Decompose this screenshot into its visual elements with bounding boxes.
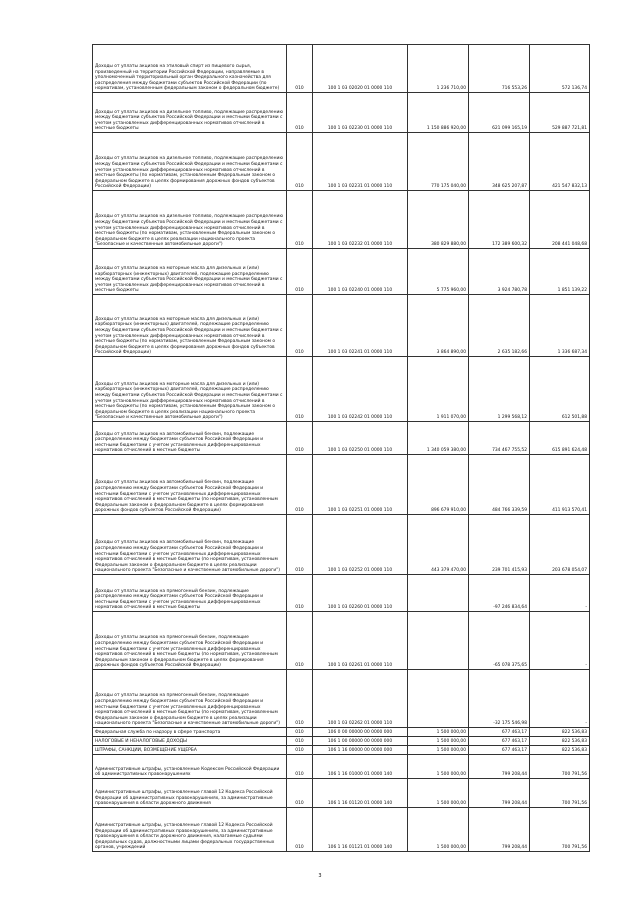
row-name: Административные штрафы, установленные главой 12 Кодекса Российской Федерации об административных правонарушениях, за административные правонарушения в области дорожного движения xyxy=(93,779,287,808)
row-line-code: 010 xyxy=(287,737,313,746)
revenue-table-body xyxy=(93,45,590,852)
row-name: Доходы от уплаты акцизов на моторные масла для дизельных и (или) карбюраторных (инжекторных) двигателей, подлежащие распределению между бюджетами субъектов Российской Федерации и местными бюджетами с учетом установленных дифференцированных нормативов отчислений в местные бюджеты xyxy=(93,249,287,295)
row-executed: 799 208,44 xyxy=(469,755,530,779)
row-remaining: 1 851 139,22 xyxy=(530,249,590,295)
row-name: Доходы от уплаты акцизов на прямогонный бензин, подлежащие распределению между бюджетами субъектов Российской Федерации и местными бюджетами с учетом установленных дифференцированных нормативов отчислений в местные бюджеты (по нормативам, установленным Федеральным законом о федеральном бюджете в целях формирования дорожных фондов субъектов Российской Федерации) xyxy=(93,612,287,670)
row-line-code: 010 xyxy=(287,755,313,779)
row-remaining: - xyxy=(530,612,590,670)
row-plan: 1 236 710,00 xyxy=(408,45,469,93)
row-remaining: 572 136,74 xyxy=(530,45,590,93)
table-row xyxy=(93,670,590,728)
table-row xyxy=(93,133,590,191)
row-budget-code: 100 1 03 02261 01 0000 110 xyxy=(313,612,408,670)
table-row xyxy=(93,295,590,357)
row-executed: -32 175 546,98 xyxy=(469,670,530,728)
row-plan: 1 500 000,00 xyxy=(408,746,469,755)
row-budget-code: 100 1 03 02262 01 0000 110 xyxy=(313,670,408,728)
row-budget-code: 100 1 03 02020 01 0000 110 xyxy=(313,45,408,93)
row-remaining: - xyxy=(530,670,590,728)
row-line-code: 010 xyxy=(287,612,313,670)
row-budget-code: 106 0 00 00000 00 0000 000 xyxy=(313,728,408,737)
row-line-code: 010 xyxy=(287,357,313,422)
row-remaining: 208 441 048,68 xyxy=(530,191,590,249)
row-plan: 1 500 000,00 xyxy=(408,737,469,746)
row-name: Доходы от уплаты акцизов на дизельное топливо, подлежащие распределению между бюджетами субъектов Российской Федерации и местными бюджетами с учетом установленных дифференцированных нормативов отчислений в местные бюджеты (по нормативам, установленным Федеральным законом о федеральном бюджете в целях реализации национального проекта "Безопасные и качественные автомобильные дороги") xyxy=(93,191,287,249)
row-executed: 2 635 182,66 xyxy=(469,295,530,357)
row-budget-code: 100 1 03 02242 01 0000 110 xyxy=(313,357,408,422)
row-remaining: 700 791,56 xyxy=(530,808,590,852)
row-budget-code: 106 1 16 01120 01 0000 140 xyxy=(313,779,408,808)
table-row xyxy=(93,191,590,249)
row-name: Доходы от уплаты акцизов на этиловый спирт из пищевого сырья, произведенный на территории Российской Федерации, направляемые в уполномоченный территориальный орган Федерального казначейства для распределения между бюджетами субъектов Российской Федерации (по нормативам, установленным федеральным законом о федеральном бюджете) xyxy=(93,45,287,93)
row-plan: 5 775 960,00 xyxy=(408,249,469,295)
revenue-table xyxy=(92,44,590,852)
row-executed: 621 099 165,19 xyxy=(469,93,530,133)
row-executed: -97 246 834,64 xyxy=(469,575,530,612)
row-executed: 484 766 339,59 xyxy=(469,455,530,515)
row-name: Доходы от уплаты акцизов на дизельное топливо, подлежащие распределению между бюджетами субъектов Российской Федерации и местными бюджетами с учетом установленных дифференцированных нормативов отчислений в местные бюджеты (по нормативам, установленным Федеральным законом о федеральном бюджете в целях формирования дорожных фондов субъектов Российской Федерации) xyxy=(93,133,287,191)
row-budget-code: 100 1 03 02231 01 0000 110 xyxy=(313,133,408,191)
row-line-code: 010 xyxy=(287,746,313,755)
row-plan xyxy=(408,612,469,670)
row-executed: 1 299 568,12 xyxy=(469,357,530,422)
row-executed: 799 208,44 xyxy=(469,808,530,852)
row-plan: 380 829 880,00 xyxy=(408,191,469,249)
table-row xyxy=(93,357,590,422)
row-executed: 734 467 755,52 xyxy=(469,422,530,455)
row-remaining: 700 791,56 xyxy=(530,755,590,779)
row-remaining: 822 536,83 xyxy=(530,737,590,746)
row-budget-code: 100 1 03 02252 01 0000 110 xyxy=(313,515,408,575)
row-line-code: 010 xyxy=(287,670,313,728)
row-remaining: 822 536,83 xyxy=(530,746,590,755)
row-line-code: 010 xyxy=(287,295,313,357)
table-row xyxy=(93,728,590,737)
row-name: Федеральная служба по надзору в сфере транспорта xyxy=(93,728,287,737)
row-executed: 716 553,26 xyxy=(469,45,530,93)
table-row xyxy=(93,737,590,746)
row-line-code: 010 xyxy=(287,93,313,133)
table-row xyxy=(93,249,590,295)
row-name: ШТРАФЫ, САНКЦИИ, ВОЗМЕЩЕНИЕ УЩЕРБА xyxy=(93,746,287,755)
row-remaining: 529 887 721,81 xyxy=(530,93,590,133)
table-row xyxy=(93,746,590,755)
row-plan: 1 500 000,00 xyxy=(408,755,469,779)
row-name: Доходы от уплаты акцизов на моторные масла для дизельных и (или) карбюраторных (инжекторных) двигателей, подлежащие распределению между бюджетами субъектов Российской Федерации и местными бюджетами с учетом установленных дифференцированных нормативов отчислений в местные бюджеты (по нормативам, установленным Федеральным законом о федеральном бюджете в целях реализации национального проекта "Безопасные и качественные автомобильные дороги") xyxy=(93,357,287,422)
row-plan: 896 679 910,00 xyxy=(408,455,469,515)
row-budget-code: 100 1 03 02241 01 0000 110 xyxy=(313,295,408,357)
table-row xyxy=(93,45,590,93)
row-remaining: 203 678 054,07 xyxy=(530,515,590,575)
row-line-code: 010 xyxy=(287,728,313,737)
row-plan xyxy=(408,670,469,728)
row-line-code: 010 xyxy=(287,808,313,852)
row-name: Административные штрафы, установленные главой 12 Кодекса Российской Федерации об административных правонарушениях, за административные правонарушения в области дорожного движения, налагаемые судьями федеральных судов, должностными лицами федеральных государственных органов, учреждений xyxy=(93,808,287,852)
table-row xyxy=(93,612,590,670)
row-plan: 770 175 040,00 xyxy=(408,133,469,191)
row-line-code: 010 xyxy=(287,455,313,515)
row-plan xyxy=(408,575,469,612)
row-budget-code: 106 1 16 00000 00 0000 000 xyxy=(313,746,408,755)
table-row xyxy=(93,755,590,779)
row-name: Доходы от уплаты акцизов на автомобильный бензин, подлежащие распределению между бюджетами субъектов Российской Федерации и местными бюджетами с учетом установленных дифференцированных нормативов отчислений в местные бюджеты (по нормативам, установленным Федеральным законом о федеральном бюджете в целях формирования дорожных фондов субъектов Российской Федерации) xyxy=(93,455,287,515)
row-plan: 1 150 886 920,00 xyxy=(408,93,469,133)
row-line-code: 010 xyxy=(287,575,313,612)
row-executed: 799 208,44 xyxy=(469,779,530,808)
row-line-code: 010 xyxy=(287,779,313,808)
row-plan: 1 500 000,00 xyxy=(408,728,469,737)
row-remaining: 612 501,88 xyxy=(530,357,590,422)
row-executed: 677 463,17 xyxy=(469,737,530,746)
row-name: Доходы от уплаты акцизов на автомобильный бензин, подлежащие распределению между бюджетами субъектов Российской Федерации и местными бюджетами с учетом установленных дифференцированных нормативов отчислений в местные бюджеты (по нормативам, установленным Федеральным законом о федеральном бюджете в целях реализации национального проекта "Безопасные и качественные автомобильные дороги") xyxy=(93,515,287,575)
row-executed: 239 701 415,93 xyxy=(469,515,530,575)
row-budget-code: 100 1 03 02260 01 0000 110 xyxy=(313,575,408,612)
row-remaining: 700 791,56 xyxy=(530,779,590,808)
row-executed: 677 463,17 xyxy=(469,728,530,737)
row-executed: -65 078 375,65 xyxy=(469,612,530,670)
row-line-code: 010 xyxy=(287,133,313,191)
row-name: Административные штрафы, установленные Кодексом Российской Федерации об административных правонарушениях xyxy=(93,755,287,779)
row-line-code: 010 xyxy=(287,515,313,575)
row-remaining: 1 336 687,34 xyxy=(530,295,590,357)
row-plan: 3 864 890,00 xyxy=(408,295,469,357)
table-row xyxy=(93,575,590,612)
table-row xyxy=(93,808,590,852)
row-budget-code: 106 1 16 01121 01 0000 140 xyxy=(313,808,408,852)
row-executed: 677 463,17 xyxy=(469,746,530,755)
row-budget-code: 106 1 16 01000 01 0000 140 xyxy=(313,755,408,779)
row-remaining: 822 536,83 xyxy=(530,728,590,737)
row-budget-code: 106 1 00 00000 00 0000 000 xyxy=(313,737,408,746)
row-budget-code: 100 1 03 02251 01 0000 110 xyxy=(313,455,408,515)
table-row xyxy=(93,515,590,575)
row-name: Доходы от уплаты акцизов на прямогонный бензин, подлежащие распределению между бюджетами субъектов Российской Федерации и местными бюджетами с учетом установленных дифференцированных нормативов отчислений в местные бюджеты (по нормативам, установленным Федеральным законом о федеральном бюджете в целях реализации национального проекта "Безопасные и качественные автомобильные дороги") xyxy=(93,670,287,728)
row-budget-code: 100 1 03 02232 01 0000 110 xyxy=(313,191,408,249)
row-name: Доходы от уплаты акцизов на автомобильный бензин, подлежащие распределению между бюджетами субъектов Российской Федерации и местными бюджетами с учетом установленных дифференцированных нормативов отчислений в местные бюджеты xyxy=(93,422,287,455)
row-budget-code: 100 1 03 02250 01 0000 110 xyxy=(313,422,408,455)
row-line-code: 010 xyxy=(287,249,313,295)
row-plan: 1 911 070,00 xyxy=(408,357,469,422)
row-remaining: - xyxy=(530,575,590,612)
row-remaining: 615 891 624,48 xyxy=(530,422,590,455)
row-name: Доходы от уплаты акцизов на прямогонный бензин, подлежащие распределению между бюджетами субъектов Российской Федерации и местными бюджетами с учетом установленных дифференцированных нормативов отчислений в местные бюджеты xyxy=(93,575,287,612)
row-plan: 1 340 059 380,00 xyxy=(408,422,469,455)
table-row xyxy=(93,779,590,808)
row-remaining: 411 913 570,41 xyxy=(530,455,590,515)
row-remaining: 421 547 832,13 xyxy=(530,133,590,191)
row-plan: 1 500 000,00 xyxy=(408,808,469,852)
row-line-code: 010 xyxy=(287,422,313,455)
page-number: 3 xyxy=(318,873,322,879)
row-budget-code: 100 1 03 02230 01 0000 110 xyxy=(313,93,408,133)
row-name: Доходы от уплаты акцизов на моторные масла для дизельных и (или) карбюраторных (инжекторных) двигателей, подлежащие распределению между бюджетами субъектов Российской Федерации и местными бюджетами с учетом установленных дифференцированных нормативов отчислений в местные бюджеты (по нормативам, установленным Федеральным законом о федеральном бюджете в целях формирования дорожных фондов субъектов Российской Федерации) xyxy=(93,295,287,357)
row-name: НАЛОГОВЫЕ И НЕНАЛОГОВЫЕ ДОХОДЫ xyxy=(93,737,287,746)
row-line-code: 010 xyxy=(287,45,313,93)
row-executed: 172 389 600,32 xyxy=(469,191,530,249)
table-row xyxy=(93,93,590,133)
row-executed: 348 625 207,87 xyxy=(469,133,530,191)
table-row xyxy=(93,455,590,515)
row-plan: 443 379 470,00 xyxy=(408,515,469,575)
row-budget-code: 100 1 03 02240 01 0000 110 xyxy=(313,249,408,295)
row-plan: 1 500 000,00 xyxy=(408,779,469,808)
row-line-code: 010 xyxy=(287,191,313,249)
row-name: Доходы от уплаты акцизов на дизельное топливо, подлежащие распределению между бюджетами субъектов Российской Федерации и местными бюджетами с учетом установленных дифференцированных нормативов отчислений в местные бюджеты xyxy=(93,93,287,133)
row-executed: 3 924 780,78 xyxy=(469,249,530,295)
table-row xyxy=(93,422,590,455)
